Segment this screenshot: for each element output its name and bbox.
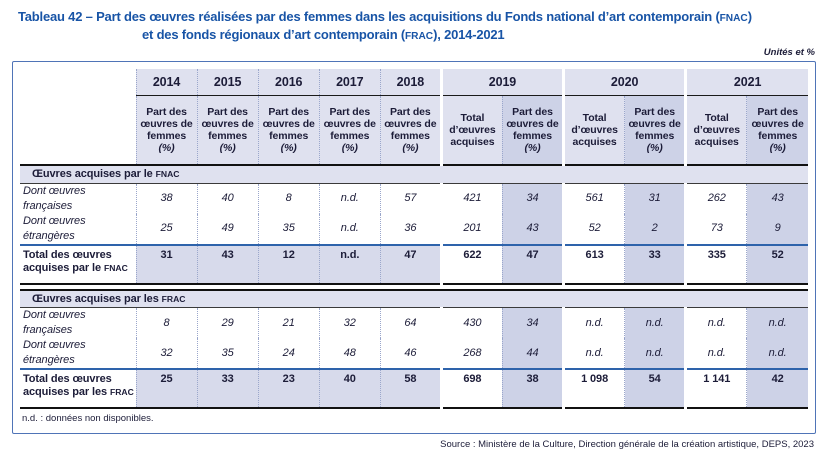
value-cell: 35 bbox=[258, 214, 319, 245]
value-cell: n.d. bbox=[319, 245, 380, 284]
value-cell: 34 bbox=[502, 308, 563, 339]
value-cell: 1 098 bbox=[564, 369, 625, 408]
value-cell: 8 bbox=[136, 308, 197, 339]
units-label: Unités et % bbox=[763, 47, 815, 58]
part-header: Part des œuvres de femmes (%) bbox=[319, 95, 380, 165]
corner-cell bbox=[20, 95, 136, 165]
row-label: Total des œuvres acquises par le FNAC bbox=[20, 245, 136, 284]
value-cell: 43 bbox=[747, 183, 808, 214]
footnote: n.d. : données non disponibles. bbox=[22, 413, 154, 424]
section-band-label: Œuvres acquises par le FNAC bbox=[20, 165, 808, 183]
value-cell: n.d. bbox=[319, 214, 380, 245]
value-cell: 42 bbox=[747, 369, 808, 408]
value-cell: 46 bbox=[380, 338, 441, 369]
value-cell: 57 bbox=[380, 183, 441, 214]
table-row bbox=[20, 183, 808, 214]
value-cell: 36 bbox=[380, 214, 441, 245]
data-table bbox=[20, 69, 808, 409]
value-cell: 12 bbox=[258, 245, 319, 284]
year-header: 2016 bbox=[258, 69, 319, 95]
value-cell: 25 bbox=[136, 214, 197, 245]
value-cell: 38 bbox=[136, 183, 197, 214]
value-cell: 1 141 bbox=[686, 369, 747, 408]
value-cell: n.d. bbox=[625, 338, 686, 369]
value-cell: 23 bbox=[258, 369, 319, 408]
part-header: Part des œuvres de femmes (%) bbox=[197, 95, 258, 165]
row-label: Dont œuvres françaises bbox=[23, 309, 86, 336]
value-cell: 430 bbox=[441, 308, 502, 339]
value-cell: n.d. bbox=[625, 308, 686, 339]
value-cell: 49 bbox=[197, 214, 258, 245]
value-cell: 33 bbox=[197, 369, 258, 408]
value-cell: 38 bbox=[502, 369, 563, 408]
value-cell: 47 bbox=[380, 245, 441, 284]
table-row bbox=[20, 214, 808, 245]
value-cell: 8 bbox=[258, 183, 319, 214]
value-cell: 25 bbox=[136, 369, 197, 408]
value-cell: n.d. bbox=[747, 338, 808, 369]
value-cell: 262 bbox=[686, 183, 747, 214]
value-cell: 47 bbox=[502, 245, 563, 284]
value-cell: 33 bbox=[625, 245, 686, 284]
value-cell: 48 bbox=[319, 338, 380, 369]
value-cell: 40 bbox=[197, 183, 258, 214]
table-frame bbox=[12, 61, 816, 434]
year-header: 2018 bbox=[380, 69, 441, 95]
title-line-1: Tableau 42 – Part des œuvres réalisées par des femmes dans les acquisitions du Fonds national d’art contemporain (FNAC) bbox=[18, 9, 752, 24]
value-cell: 613 bbox=[564, 245, 625, 284]
row-label: Dont œuvres françaises bbox=[23, 184, 86, 212]
part-header: Part des œuvres de femmes (%) bbox=[502, 95, 563, 165]
value-cell: 9 bbox=[747, 214, 808, 245]
value-cell: 43 bbox=[197, 245, 258, 284]
part-header: Part des œuvres de femmes (%) bbox=[258, 95, 319, 165]
section-band-label: Œuvres acquises par les FRAC bbox=[20, 290, 808, 308]
value-cell: 31 bbox=[136, 245, 197, 284]
total-header: Total d’œuvres acquises bbox=[564, 95, 625, 165]
part-header: Part des œuvres de femmes (%) bbox=[747, 95, 808, 165]
value-cell: 561 bbox=[564, 183, 625, 214]
section-band-frac bbox=[20, 290, 808, 308]
value-cell: n.d. bbox=[319, 183, 380, 214]
part-header: Part des œuvres de femmes (%) bbox=[136, 95, 197, 165]
value-cell: 31 bbox=[625, 183, 686, 214]
value-cell: 268 bbox=[441, 338, 502, 369]
value-cell: 201 bbox=[441, 214, 502, 245]
value-cell: 35 bbox=[197, 338, 258, 369]
title-line-2: et des fonds régionaux d’art contemporain (FRAC), 2014-2021 bbox=[142, 27, 505, 42]
total-row-fnac bbox=[20, 245, 808, 284]
value-cell: 21 bbox=[258, 308, 319, 339]
value-cell: 622 bbox=[441, 245, 502, 284]
value-cell: 40 bbox=[319, 369, 380, 408]
year-header: 2015 bbox=[197, 69, 258, 95]
value-cell: n.d. bbox=[686, 308, 747, 339]
part-header: Part des œuvres de femmes (%) bbox=[625, 95, 686, 165]
value-cell: n.d. bbox=[564, 308, 625, 339]
year-header: 2017 bbox=[319, 69, 380, 95]
year-header: 2014 bbox=[136, 69, 197, 95]
total-header: Total d’œuvres acquises bbox=[441, 95, 502, 165]
value-cell: 421 bbox=[441, 183, 502, 214]
value-cell: 58 bbox=[380, 369, 441, 408]
value-cell: n.d. bbox=[686, 338, 747, 369]
value-cell: 73 bbox=[686, 214, 747, 245]
row-label: Dont œuvres étrangères bbox=[23, 214, 86, 242]
value-cell: 64 bbox=[380, 308, 441, 339]
value-cell: 52 bbox=[564, 214, 625, 245]
value-cell: 54 bbox=[625, 369, 686, 408]
value-cell: 2 bbox=[625, 214, 686, 245]
value-cell: 29 bbox=[197, 308, 258, 339]
year-header-row bbox=[20, 69, 808, 95]
table-row bbox=[20, 308, 808, 339]
section-band-fnac bbox=[20, 165, 808, 183]
table-title bbox=[18, 9, 828, 45]
value-cell: 34 bbox=[502, 183, 563, 214]
year-header: 2020 bbox=[564, 69, 686, 95]
row-label: Total des œuvres acquises par les FRAC bbox=[20, 369, 136, 408]
total-header: Total d’œuvres acquises bbox=[686, 95, 747, 165]
part-header: Part des œuvres de femmes (%) bbox=[380, 95, 441, 165]
value-cell: n.d. bbox=[747, 308, 808, 339]
value-cell: 698 bbox=[441, 369, 502, 408]
value-cell: n.d. bbox=[564, 338, 625, 369]
table-row bbox=[20, 338, 808, 369]
column-header-row bbox=[20, 95, 808, 165]
value-cell: 43 bbox=[502, 214, 563, 245]
value-cell: 335 bbox=[686, 245, 747, 284]
value-cell: 32 bbox=[319, 308, 380, 339]
year-header: 2021 bbox=[686, 69, 808, 95]
corner-cell bbox=[20, 69, 136, 95]
year-header: 2019 bbox=[441, 69, 563, 95]
total-row-frac bbox=[20, 369, 808, 408]
source-line: Source : Ministère de la Culture, Direction générale de la création artistique, DEPS, 2023 bbox=[440, 439, 814, 450]
value-cell: 44 bbox=[502, 338, 563, 369]
value-cell: 24 bbox=[258, 338, 319, 369]
row-label: Dont œuvres étrangères bbox=[23, 339, 86, 366]
value-cell: 32 bbox=[136, 338, 197, 369]
value-cell: 52 bbox=[747, 245, 808, 284]
